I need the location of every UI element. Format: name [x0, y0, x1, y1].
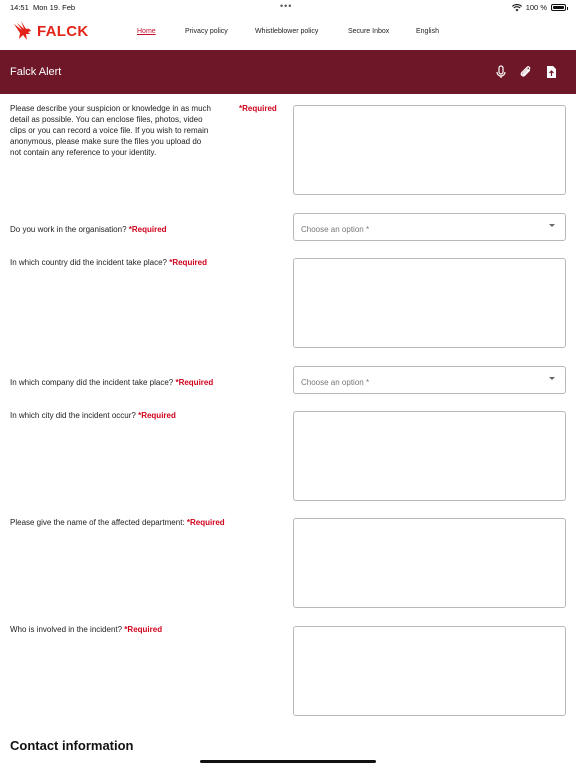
describe-suspicion-textarea[interactable] — [293, 105, 566, 195]
page-title: Falck Alert — [10, 66, 62, 78]
caret-down-icon — [549, 377, 555, 380]
required-marker: *Required — [186, 518, 225, 527]
status-bar — [0, 0, 576, 14]
title-bar — [0, 50, 576, 94]
question-who-involved: Who is involved in the incident? *Required — [10, 625, 163, 634]
contact-information-heading: Contact information — [10, 738, 134, 753]
battery-icon — [551, 4, 566, 11]
incident-company-select[interactable] — [293, 366, 566, 394]
who-involved-textarea[interactable] — [293, 626, 566, 716]
file-upload-icon[interactable] — [544, 65, 558, 79]
paperclip-icon[interactable] — [519, 65, 533, 79]
status-time: 14:51 Mon 19. Feb — [10, 3, 76, 12]
nav-privacy-policy[interactable]: Privacy policy — [185, 28, 228, 35]
required-marker: *Required — [175, 378, 214, 387]
work-in-organisation-select[interactable] — [293, 213, 566, 241]
nav-whistleblower-policy[interactable]: Whistleblower policy — [255, 28, 319, 35]
multitasking-dots-icon[interactable]: ••• — [280, 1, 293, 11]
required-marker: *Required — [128, 225, 167, 234]
question-incident-company: In which company did the incident take place? *Required — [10, 378, 214, 387]
home-indicator[interactable] — [200, 760, 376, 763]
brand-name: FALCK — [37, 22, 89, 40]
incident-country-textarea[interactable] — [293, 258, 566, 348]
question-affected-department: Please give the name of the affected department: *Required — [10, 518, 225, 527]
status-right — [512, 3, 566, 12]
nav-secure-inbox[interactable]: Secure Inbox — [348, 28, 390, 35]
wifi-icon — [512, 4, 522, 12]
question-incident-city: In which city did the incident occur? *Required — [10, 411, 176, 420]
required-marker: *Required — [138, 411, 176, 420]
required-marker: *Required — [169, 258, 208, 267]
nav-home[interactable]: Home — [137, 28, 156, 35]
falck-logo[interactable] — [12, 20, 89, 42]
required-marker: *Required — [239, 104, 277, 113]
top-navigation — [0, 14, 576, 50]
select-placeholder: Choose an option * — [301, 225, 370, 234]
select-placeholder: Choose an option * — [301, 378, 370, 387]
question-incident-country: In which country did the incident take place? *Required — [10, 258, 208, 267]
affected-department-textarea[interactable] — [293, 518, 566, 608]
battery-percent: 100 % — [525, 3, 547, 12]
required-marker: *Required — [124, 625, 163, 634]
caret-down-icon — [549, 224, 555, 227]
incident-city-textarea[interactable] — [293, 411, 566, 501]
microphone-icon[interactable] — [494, 65, 508, 79]
falck-bird-icon — [12, 20, 34, 42]
nav-language-english[interactable]: English — [416, 28, 439, 35]
question-describe-suspicion: Please describe your suspicion or knowledge in as much *Required detail as possible. You can enclose files, photos, video clips or you can record a voice file. If you wish to remain anonymous, please make sure the files you upload do not contain any reference to your identity. — [10, 104, 277, 157]
question-work-in-organisation: Do you work in the organisation? *Required — [10, 225, 167, 234]
